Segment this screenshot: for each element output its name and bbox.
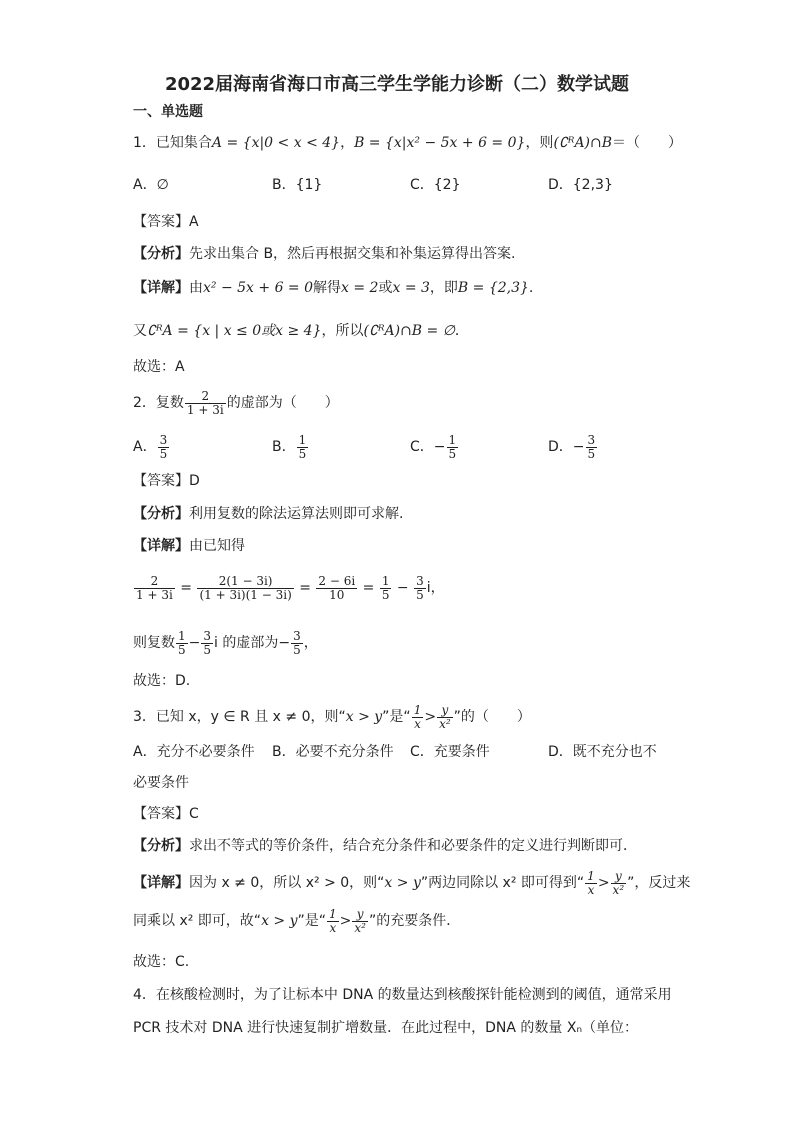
q2-eq-frac-5 bbox=[414, 575, 426, 602]
q1-answer: 【答案】A bbox=[133, 214, 199, 230]
q1-detail-setb: B = {2,3}. bbox=[457, 280, 534, 296]
q3-d2-gt: > bbox=[339, 913, 352, 929]
q2-choose: 故选：D. bbox=[133, 673, 191, 689]
q1-detail-1a: 由 bbox=[189, 280, 203, 296]
q1-option-a: A．∅ bbox=[133, 177, 169, 193]
q2-stem-a: 2．复数 bbox=[133, 395, 184, 411]
q1-set-b: B = {x|x² − 5x + 6 = 0} bbox=[354, 135, 526, 151]
q1-stem-b: ，则 bbox=[525, 135, 554, 151]
q1-detail-1f: ，即 bbox=[429, 280, 458, 296]
q2-eq-f1-den: 1 + 3i bbox=[136, 587, 173, 602]
q2-eq-frac-3 bbox=[316, 575, 357, 602]
q1-stem bbox=[133, 132, 682, 154]
q1-detail-or: 或 bbox=[378, 280, 393, 296]
q2-eq-f3-num: 2 − 6i bbox=[318, 573, 356, 588]
q3-stem-xy: x > y bbox=[345, 709, 383, 725]
q3-detail-a: 因为 x ≠ 0，所以 x² > 0，则“ bbox=[189, 875, 385, 891]
q2-then-frac-1 bbox=[176, 630, 188, 657]
q1-analysis-text: 先求出集合 B，然后再根据交集和补集运算得出答案. bbox=[189, 246, 516, 262]
q3-detail2-a: 同乘以 x² 即可，故“ bbox=[133, 913, 262, 929]
q2-opt-b-label: B． bbox=[272, 439, 296, 455]
q2-opt-b-num: 1 bbox=[298, 432, 307, 447]
q2-fraction bbox=[185, 390, 226, 417]
q3-d2-f1-num: 1 bbox=[329, 906, 337, 921]
q3-option-a: A．充分不必要条件 bbox=[133, 744, 255, 760]
q1-set-a: A = {x|0 < x < 4} bbox=[211, 135, 341, 151]
q3-option-d: D．既不充分也不 bbox=[548, 744, 657, 760]
q1-option-d: D．{2,3} bbox=[548, 177, 613, 193]
q2-then-f2-den: 5 bbox=[203, 642, 212, 657]
q2-equation: $\frac{2}{1 + 3i}$ = $\frac{2(1 - 3i)}{(1 + 3i)(1 - 3i)}$ = $\frac{2 - 6i}{10}$ = $\frac{1}{5}$ − $\frac{3}{5}$ i， bbox=[136, 573, 445, 602]
q2-then: 则复数 $\frac{1}{5}$ − $\frac{3}{5}$ i 的虚部为− $\frac{3}{5}$ ， bbox=[133, 628, 318, 657]
q2-opt-d-den: 5 bbox=[587, 446, 596, 461]
q1-detail-x2: x = 2 bbox=[341, 280, 379, 296]
q2-eq-frac-2 bbox=[197, 575, 293, 602]
q3-d2-f2-num: y bbox=[352, 908, 368, 922]
q3-f1-den: x bbox=[414, 716, 421, 731]
q1-detail-1b: 解得 bbox=[313, 280, 342, 296]
q2-then-frac-2 bbox=[201, 630, 213, 657]
q3-detail-c: ”两边同除以 x² 即可得到“ bbox=[420, 875, 585, 891]
q2-then-f1-num: 1 bbox=[178, 628, 186, 643]
q2-option-c bbox=[410, 432, 459, 462]
q3-stem bbox=[133, 702, 531, 732]
q2-then-c: ， bbox=[303, 635, 318, 651]
q2-eq-f5-num: 3 bbox=[416, 573, 424, 588]
q3-d-f1-den: x bbox=[587, 882, 595, 897]
q3-f2-den: x² bbox=[439, 716, 451, 731]
q3-detail-frac-1 bbox=[585, 870, 597, 897]
q2-eq-f2-num: 2(1 − 3i) bbox=[197, 575, 293, 589]
q3-choose: 故选：C. bbox=[133, 954, 190, 970]
q3-detail2-frac-2 bbox=[352, 908, 368, 935]
q1-detail-complement: ∁ᴿA = {x | x ≤ 0或x ≥ 4} bbox=[147, 323, 322, 339]
q3-d2-f1-den: x bbox=[329, 920, 337, 935]
q2-opt-a-frac bbox=[158, 434, 170, 461]
q2-then-a: 则复数 bbox=[133, 635, 175, 651]
q4-line-1: 4．在核酸检测时，为了让标本中 DNA 的数量达到核酸探针能检测到的阈值，通常采用 bbox=[133, 987, 672, 1003]
q3-d-gt: > bbox=[597, 875, 610, 891]
q1-comma: ， bbox=[340, 135, 355, 151]
q1-detail bbox=[133, 277, 533, 299]
q3-analysis bbox=[133, 835, 637, 857]
q2-opt-c-den: 5 bbox=[448, 446, 457, 461]
q3-stem-d: ”的（ ） bbox=[453, 709, 531, 725]
q2-opt-b-den: 5 bbox=[298, 446, 307, 461]
q2-stem bbox=[133, 388, 339, 418]
q2-detail bbox=[133, 535, 245, 557]
q1-detail-tag: 【详解】 bbox=[133, 280, 189, 296]
q1-detail-2 bbox=[133, 320, 469, 342]
q2-eq-tail: i， bbox=[426, 580, 445, 596]
q3-analysis-text: 求出不等式的等价条件，结合充分条件和必要条件的定义进行判断即可． bbox=[189, 838, 637, 854]
q2-then-frac-3 bbox=[291, 630, 303, 657]
q1-analysis bbox=[133, 243, 516, 265]
q2-answer: 【答案】D bbox=[133, 473, 200, 489]
q3-option-d-wrap: 必要条件 bbox=[133, 775, 189, 791]
q2-opt-a-num: 3 bbox=[159, 432, 168, 447]
q3-f1-num: 1 bbox=[413, 702, 422, 717]
q3-answer: 【答案】C bbox=[133, 806, 199, 822]
q2-opt-a-den: 5 bbox=[159, 446, 168, 461]
q2-detail-tag: 【详解】 bbox=[133, 538, 189, 554]
q2-opt-d-num: 3 bbox=[587, 432, 596, 447]
q2-opt-d-label: D．− bbox=[548, 439, 585, 455]
q3-detail-d: ”，反过来 bbox=[627, 875, 691, 891]
q3-frac-2 bbox=[437, 704, 453, 731]
q2-frac-den: 1 + 3i bbox=[186, 402, 224, 417]
q3-detail2-c: ”是“ bbox=[297, 913, 327, 929]
q3-stem-a: 3．已知 x，y ∈ R 且 x ≠ 0，则“ bbox=[133, 709, 346, 725]
q3-detail2-d: ”的充要条件． bbox=[368, 913, 461, 929]
q2-frac-num: 2 bbox=[185, 390, 226, 404]
q1-detail-2b: ，所以 bbox=[321, 323, 364, 339]
q2-analysis-tag: 【分析】 bbox=[133, 506, 189, 522]
q1-detail-2a: 又 bbox=[133, 323, 147, 339]
q3-d2-f2-den: x² bbox=[354, 920, 366, 935]
q2-eq-f4-den: 5 bbox=[381, 587, 390, 602]
q2-detail-text: 由已知得 bbox=[189, 538, 245, 554]
page-title: 2022届海南省海口市高三学生学能力诊断（二）数学试题 bbox=[164, 74, 630, 95]
section-heading: 一、单选题 bbox=[133, 104, 203, 120]
q3-detail2-frac-1 bbox=[327, 908, 339, 935]
q3-detail-tag: 【详解】 bbox=[133, 875, 189, 891]
q3-detail bbox=[133, 868, 690, 898]
q1-detail-eq: x² − 5x + 6 = 0 bbox=[203, 280, 314, 296]
q2-eq-f3-den: 10 bbox=[329, 587, 345, 602]
q2-then-f3-den: 5 bbox=[293, 642, 301, 657]
q1-detail-result: (∁ᴿA)∩B = ∅ bbox=[363, 323, 455, 339]
q2-opt-b-frac bbox=[297, 434, 309, 461]
q2-eq-f2-den: (1 + 3i)(1 − 3i) bbox=[199, 587, 292, 602]
q1-analysis-tag: 【分析】 bbox=[133, 246, 189, 262]
q3-gt: > bbox=[424, 709, 437, 725]
q2-opt-d-frac bbox=[586, 434, 598, 461]
q2-eq-frac-4 bbox=[380, 575, 392, 602]
q1-stem-a: 1．已知集合 bbox=[133, 135, 212, 151]
q1-choose: 故选：A bbox=[133, 359, 185, 375]
q2-then-f3-num: 3 bbox=[293, 628, 301, 643]
q3-frac-1 bbox=[412, 704, 424, 731]
q1-detail-x3: x = 3 bbox=[392, 280, 430, 296]
q2-then-b: i 的虚部为− bbox=[214, 635, 291, 651]
q1-detail-2d: ． bbox=[454, 323, 469, 339]
q2-option-a bbox=[133, 432, 170, 462]
q1-option-c: C．{2} bbox=[410, 177, 461, 193]
q1-stem-c: ＝（ ） bbox=[612, 135, 683, 151]
q2-opt-c-frac bbox=[447, 434, 459, 461]
q2-option-d bbox=[548, 432, 598, 462]
q2-then-f2-num: 3 bbox=[203, 628, 212, 643]
q2-eq-frac-1 bbox=[134, 575, 175, 602]
q3-option-b: B．必要不充分条件 bbox=[272, 744, 394, 760]
q2-eq-f5-den: 5 bbox=[416, 587, 424, 602]
q3-d-f2-den: x² bbox=[612, 882, 625, 897]
q3-d-f2-num: y bbox=[611, 870, 627, 884]
q2-then-f1-den: 5 bbox=[178, 642, 186, 657]
q2-opt-a-label: A． bbox=[133, 439, 157, 455]
q1-option-b: B．{1} bbox=[272, 177, 323, 193]
q2-eq-f1-num: 2 bbox=[134, 575, 175, 589]
q3-detail-frac-2 bbox=[611, 870, 627, 897]
q3-detail-2 bbox=[133, 906, 460, 936]
q2-analysis-text: 利用复数的除法运算法则即可求解. bbox=[189, 506, 404, 522]
q2-opt-c-label: C．− bbox=[410, 439, 446, 455]
q2-analysis bbox=[133, 503, 403, 525]
q3-f2-num: y bbox=[437, 704, 453, 718]
q3-detail-xy: x > y bbox=[384, 875, 421, 891]
q2-eq-f4-num: 1 bbox=[381, 573, 390, 588]
q3-detail2-xy: x > y bbox=[261, 913, 298, 929]
q2-opt-c-num: 1 bbox=[448, 432, 457, 447]
q4-line-2: PCR 技术对 DNA 进行快速复制扩增数量．在此过程中，DNA 的数量 Xₙ（单位： bbox=[133, 1020, 639, 1036]
q1-expr: (∁ᴿA)∩B bbox=[553, 135, 613, 151]
q3-d-f1-num: 1 bbox=[587, 868, 595, 883]
q2-option-b bbox=[272, 432, 309, 462]
q3-option-c: C．充要条件 bbox=[410, 744, 490, 760]
q3-stem-c: ”是“ bbox=[382, 709, 411, 725]
q3-analysis-tag: 【分析】 bbox=[133, 838, 189, 854]
q2-stem-b: 的虚部为（ ） bbox=[226, 395, 339, 411]
